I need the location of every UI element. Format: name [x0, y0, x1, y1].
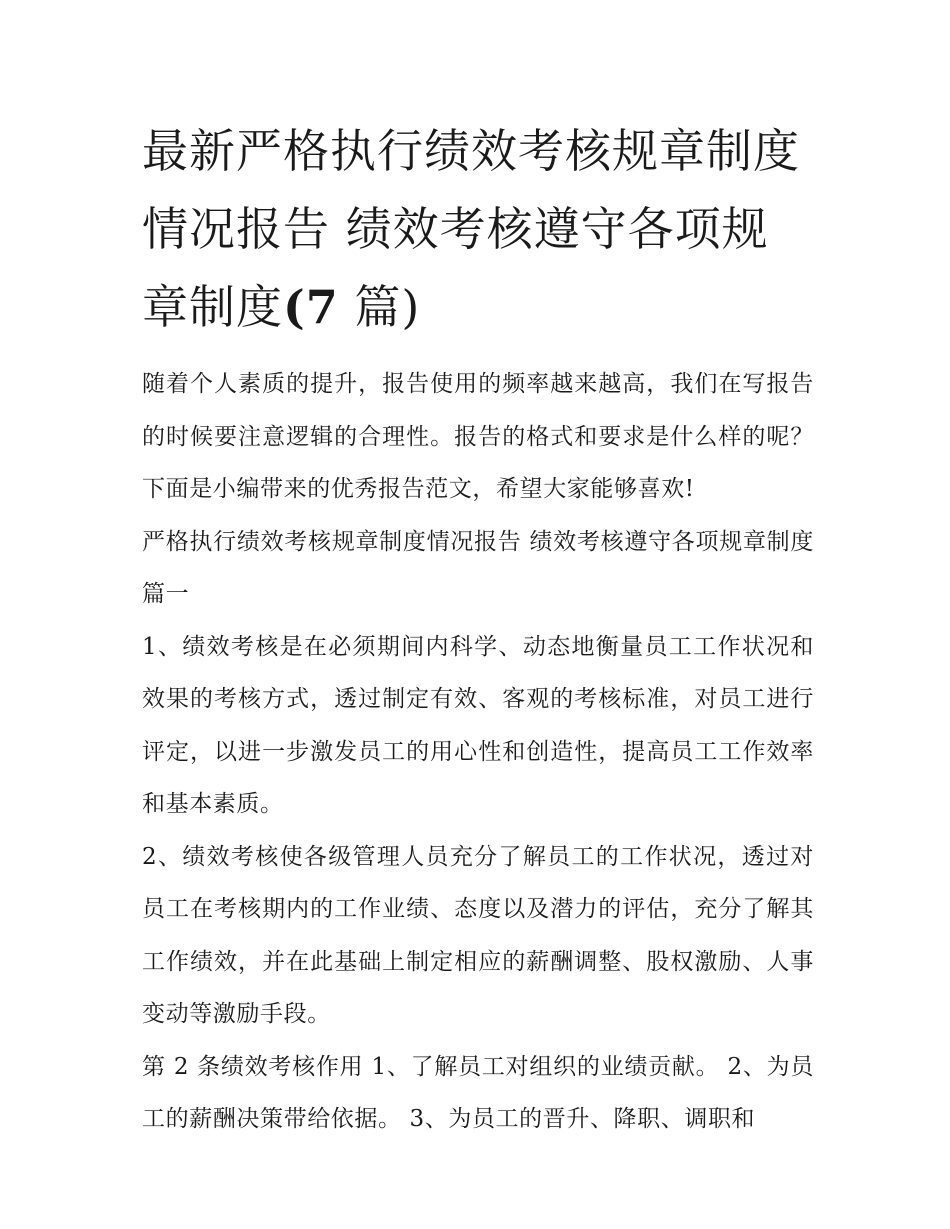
document-title [142, 112, 814, 346]
title-main: 最新严格执行绩效考核规章制度情况报告 绩效考核遵守各项规章制度 [142, 124, 800, 334]
body-paragraph-3: 第 2 条绩效考核作用 1、了解员工对组织的业绩贡献。 2、为员工的薪酬决策带给依据。 3、为员工的晋升、降职、调职和 [142, 1053, 814, 1132]
intro-paragraph: 随着个人素质的提升，报告使用的频率越来越高，我们在写报告的时候要注意逻辑的合理性。报告的格式和要求是什么样的呢？下面是小编带来的优秀报告范文，希望大家能够喜欢! [142, 371, 814, 502]
body-paragraph-2: 2、绩效考核使各级管理人员充分了解员工的工作状况，透过对员工在考核期内的工作业绩、态度以及潜力的评估，充分了解其工作绩效，并在此基础上制定相应的薪酬调整、股权激励、人事变动等激励手段。 [142, 843, 814, 1027]
title-count: (7 [283, 280, 339, 334]
document-page [142, 112, 814, 1146]
section-heading: 严格执行绩效考核规章制度情况报告 绩效考核遵守各项规章制度篇一 [142, 528, 814, 607]
body-paragraph-1: 1、绩效考核是在必须期间内科学、动态地衡量员工工作状况和效果的考核方式，透过制定有效、客观的考核标准，对员工进行评定，以进一步激发员工的用心性和创造性，提高员工工作效率和基本素质。 [142, 633, 814, 817]
title-suffix: 篇) [354, 280, 421, 334]
